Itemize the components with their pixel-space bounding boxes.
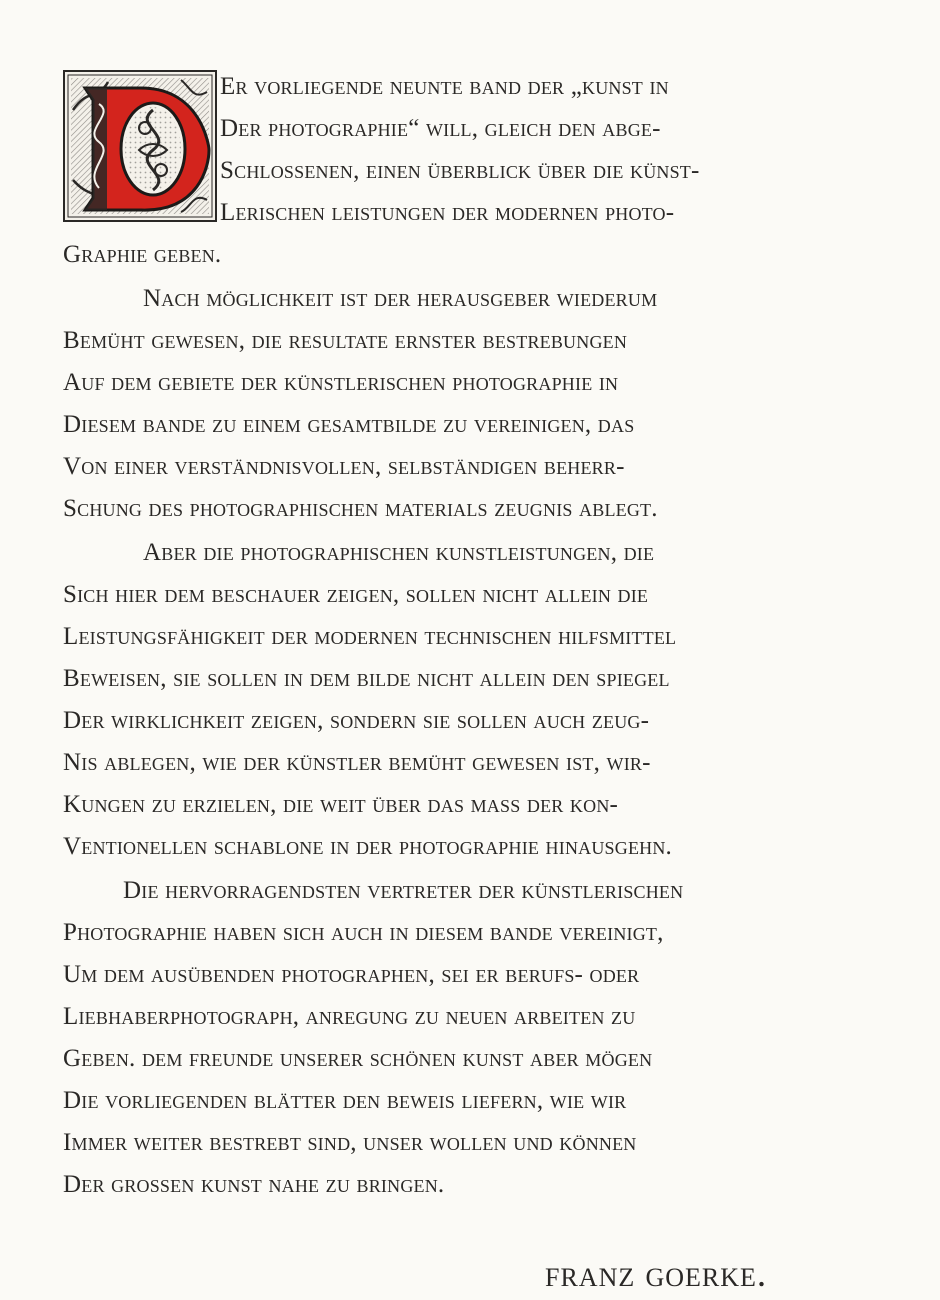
paragraph-3-line-4: Beweisen, sie sollen in dem bilde nicht allein den spiegel <box>63 665 670 692</box>
paragraph-2-line-1: Nach möglichkeit ist der herausgeber wiederum <box>143 285 658 312</box>
paragraph-3-line-1: Aber die photographischen kunstleistungen, die <box>143 539 655 566</box>
paragraph-1-line-2: Der photographie“ will, gleich den abge- <box>220 115 661 142</box>
paragraph-1-line-1: Er vorliegende neunte band der „kunst in <box>220 73 669 100</box>
paragraph-1-line-4: Lerischen leistungen der modernen photo- <box>220 199 675 226</box>
paragraph-2-line-3: Auf dem gebiete der künstlerischen photographie in <box>63 369 619 396</box>
paragraph-3-line-3: Leistungsfähigkeit der modernen technischen hilfsmittel <box>63 623 677 650</box>
paragraph-4-line-3: Um dem ausübenden photographen, sei er berufs- oder <box>63 961 640 988</box>
signature: franz goerke. <box>545 1254 768 1295</box>
paragraph-4-line-7: Immer weiter bestrebt sind, unser wollen und können <box>63 1129 637 1156</box>
paragraph-3-line-2: Sich hier dem beschauer zeigen, sollen nicht allein die <box>63 581 649 608</box>
paragraph-4-line-1: Die hervorragendsten vertreter der künstlerischen <box>123 877 684 904</box>
paragraph-3-line-7: Kungen zu erzielen, die weit über das mass der kon- <box>63 791 619 818</box>
paragraph-3-line-5: Der wirklichkeit zeigen, sondern sie sollen auch zeug- <box>63 707 650 734</box>
paragraph-3-line-8: Ventionellen schablone in der photographie hinausgehn. <box>63 833 673 860</box>
paragraph-2-line-6: Schung des photographischen materials zeugnis ablegt. <box>63 495 658 522</box>
decorated-initial-letter <box>63 70 217 222</box>
paragraph-4-line-6: Die vorliegenden blätter den beweis liefern, wie wir <box>63 1087 627 1114</box>
paragraph-4-line-4: Liebhaberphotograph, anregung zu neuen arbeiten zu <box>63 1003 636 1030</box>
paragraph-2-line-5: Von einer verständnisvollen, selbständigen beherr- <box>63 453 625 480</box>
paragraph-4-line-8: Der grossen kunst nahe zu bringen. <box>63 1171 445 1198</box>
paragraph-3-line-6: Nis ablegen, wie der künstler bemüht gewesen ist, wir- <box>63 749 651 776</box>
paragraph-4-line-5: Geben. dem freunde unserer schönen kunst aber mögen <box>63 1045 653 1072</box>
paragraph-4-line-2: Photographie haben sich auch in diesem bande vereinigt, <box>63 919 664 946</box>
paragraph-2-line-4: Diesem bande zu einem gesamtbilde zu vereinigen, das <box>63 411 635 438</box>
paragraph-1-line-5: Graphie geben. <box>63 241 222 268</box>
paragraph-1-line-3: Schlossenen, einen überblick über die künst- <box>220 157 700 184</box>
ornamental-letter-d-icon <box>63 70 217 222</box>
paragraph-2-line-2: Bemüht gewesen, die resultate ernster bestrebungen <box>63 327 628 354</box>
